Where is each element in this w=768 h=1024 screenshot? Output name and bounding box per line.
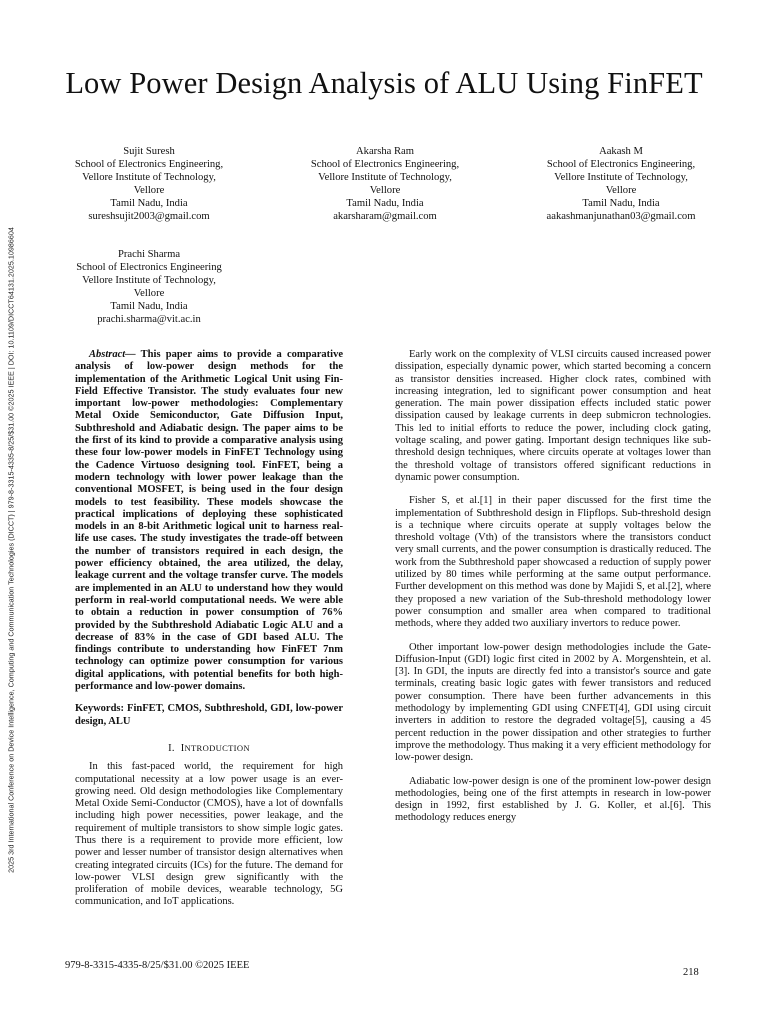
author-email: sureshsujit2003@gmail.com [88,211,210,222]
section-rest: NTRODUCTION [184,742,250,753]
paragraph: Fisher S, et al.[1] in their paper discussed for the first time the implementation of Subthreshold design in Flipflops. Sub-threshold design is a technique where circuits operate at supply voltages below the threshold voltage (Vth) of the transistors where the transistors conduct very small currents, and the power consumption is drastically reduced. The work from the Subthreshold paper showcased a reduction of supply power utilized by 80 times while performing at the same output performance. Further development on this method was done by Majidi S, et al.[2], where they proposed a new variation of the Sub-threshold methodology lower power consumption and smaller area when compared to traditional methods, where they added two auxiliary invertors to reduce power. [395,495,711,630]
author-name: Sujit Suresh [123,146,175,157]
author-city: Vellore [369,185,401,196]
author-city: Vellore [133,288,165,299]
author-block-3 [496,145,746,223]
author-inst: Vellore Institute of Technology, [82,275,216,286]
section-initial: I [180,742,185,754]
author-inst: Vellore Institute of Technology, [318,172,452,183]
abstract-body: This paper aims to provide a comparative analysis of low-power design methods for the implementation of the Arithmetic Logical Unit using Fin- Field Effective Transistor. The study evaluates four new important low-power methodologies: Complementary Metal Oxide Semiconductor, Gate Diffusion Input, Subthreshold and Adiabatic design. The paper aims to be the first of its kind to provide a comparative analysis using these four low-power models in FinFET Technology using the Cadence Virtuoso designing tool. FinFET, being a modern technology with lower power leakage than the conventional MOSFET, is being used in the four design models to test feasibility. These models showcase the practical implications of deploying these sophisticated models in an 8-bit Arithmetic logical unit to harness real-life use cases. The study investigates the trade-off between the number of transistors required in each design, the power efficiency obtained, the area utilized, the delay, leakage current and the voltage transfer curve. The models are implemented in an ALU to understand how they would perform in real-world computational needs. We were able to obtain a reduction in power consumption of 76% provided by the Subthreshold Adiabatic Logic ALU and a decrease of 83% in the case of GDI based ALU. The findings contribute to understanding how FinFET 7nm technology can optimize power consumption for various digital applications, with potential benefits for both high-performance and low-power domains. [75,349,343,693]
author-block-4 [24,248,274,326]
section-heading-introduction [75,742,343,755]
paragraph: Other important low-power design methodologies include the Gate- Diffusion-Input (GDI) logic first cited in 2002 by A. Morgenshtein, et al.[3]. In GDI, the inputs are directly fed into a transistor's source and gate terminals, creating basic logic gates with fewer transistors and reduced power consumption. There have been further advancements in this methodology by implementing GDI using CNFET[4], GDI using circuit inverters in addition to restore the degraded voltage[5], causing a 45 percent reduction in the power dissipation and other strategies to further improve the methodology. Thus making it a very efficient methodology for low-power design. [395,641,711,764]
conference-sidebar-note [3,140,19,960]
author-email: aakashmanjunathan03@gmail.com [546,211,696,222]
paragraph: Adiabatic low-power design is one of the prominent low-power design methodologies, being one of the first attempts in research in low-power design in 1992, first established by J. G. Koller, et al.[6]. This methodology reduces energy [395,775,711,824]
section-numeral: I. [168,742,175,754]
author-region: Tamil Nadu, India [110,198,188,209]
author-name: Prachi Sharma [117,249,181,260]
abstract [75,349,343,693]
author-city: Vellore [605,185,637,196]
author-region: Tamil Nadu, India [582,198,660,209]
author-block-1 [24,145,274,223]
author-dept: School of Electronics Engineering, [310,159,460,170]
page-number: 218 [683,967,699,978]
author-email: akarsharam@gmail.com [333,211,437,222]
abstract-lead: Abstract— [89,349,136,360]
author-inst: Vellore Institute of Technology, [82,172,216,183]
author-inst: Vellore Institute of Technology, [554,172,688,183]
author-block-2 [260,145,510,223]
paragraph: Early work on the complexity of VLSI circuits caused increased power dissipation, especially dynamic power, which started becoming a concern as transistor densities increased. Higher clock rates, combined with increasing integration, led to significant power consumption and heat generation. The main power dissipation effects included static power dissipation caused by leakage currents in deep submicron technologies. This led to initial efforts to reduce the power, including clock gating, voltage scaling, and power gating. Important design techniques like sub-threshold design techniques, where circuits operate at voltages lower than the threshold voltage of transistors offered significant reductions in dynamic power consumption. [395,349,711,483]
author-name: Akarsha Ram [356,146,414,157]
author-region: Tamil Nadu, India [346,198,424,209]
paper-title: Low Power Design Analysis of ALU Using FinFET [65,66,703,100]
author-dept: School of Electronics Engineering [76,262,222,273]
keywords: Keywords: FinFET, CMOS, Subthreshold, GDI, low-power design, ALU [75,703,343,727]
left-column [75,349,343,909]
author-email: prachi.sharma@vit.ac.in [97,314,201,325]
author-city: Vellore [133,185,165,196]
author-region: Tamil Nadu, India [110,301,188,312]
author-dept: School of Electronics Engineering, [74,159,224,170]
author-dept: School of Electronics Engineering, [546,159,696,170]
right-column [395,349,711,825]
sidebar-note-text: 2025 3rd International Conference on Device Intelligence, Computing and Communication Technologies (DICCT) | 979-8-3315-4335-8/25/$31.00 ©2025 IEEE | DOI: 10.1109/DICCT64131.2025.10986604 [6,227,16,873]
author-name: Aakash M [599,146,643,157]
copyright-footer: 979-8-3315-4335-8/25/$31.00 ©2025 IEEE [65,960,250,971]
intro-paragraph: In this fast-paced world, the requirement for high computational necessity at a low power usage is an ever-growing need. Old design methodologies like Complementary Metal Oxide Semi-Conductor (CMOS), have a lot of downfalls including high power necessities, power leakage, and the requirement of multiple transistors to show simple logic gates. Thus there is a requirement to provide more efficient, low power and lesser number of transistor design alternatives when creating integrated circuits (ICs) for the future. The demand for low-power VLSI design grew significantly with the proliferation of mobile devices, wearable technology, 5G communication, and IoT applications. [75,761,343,908]
